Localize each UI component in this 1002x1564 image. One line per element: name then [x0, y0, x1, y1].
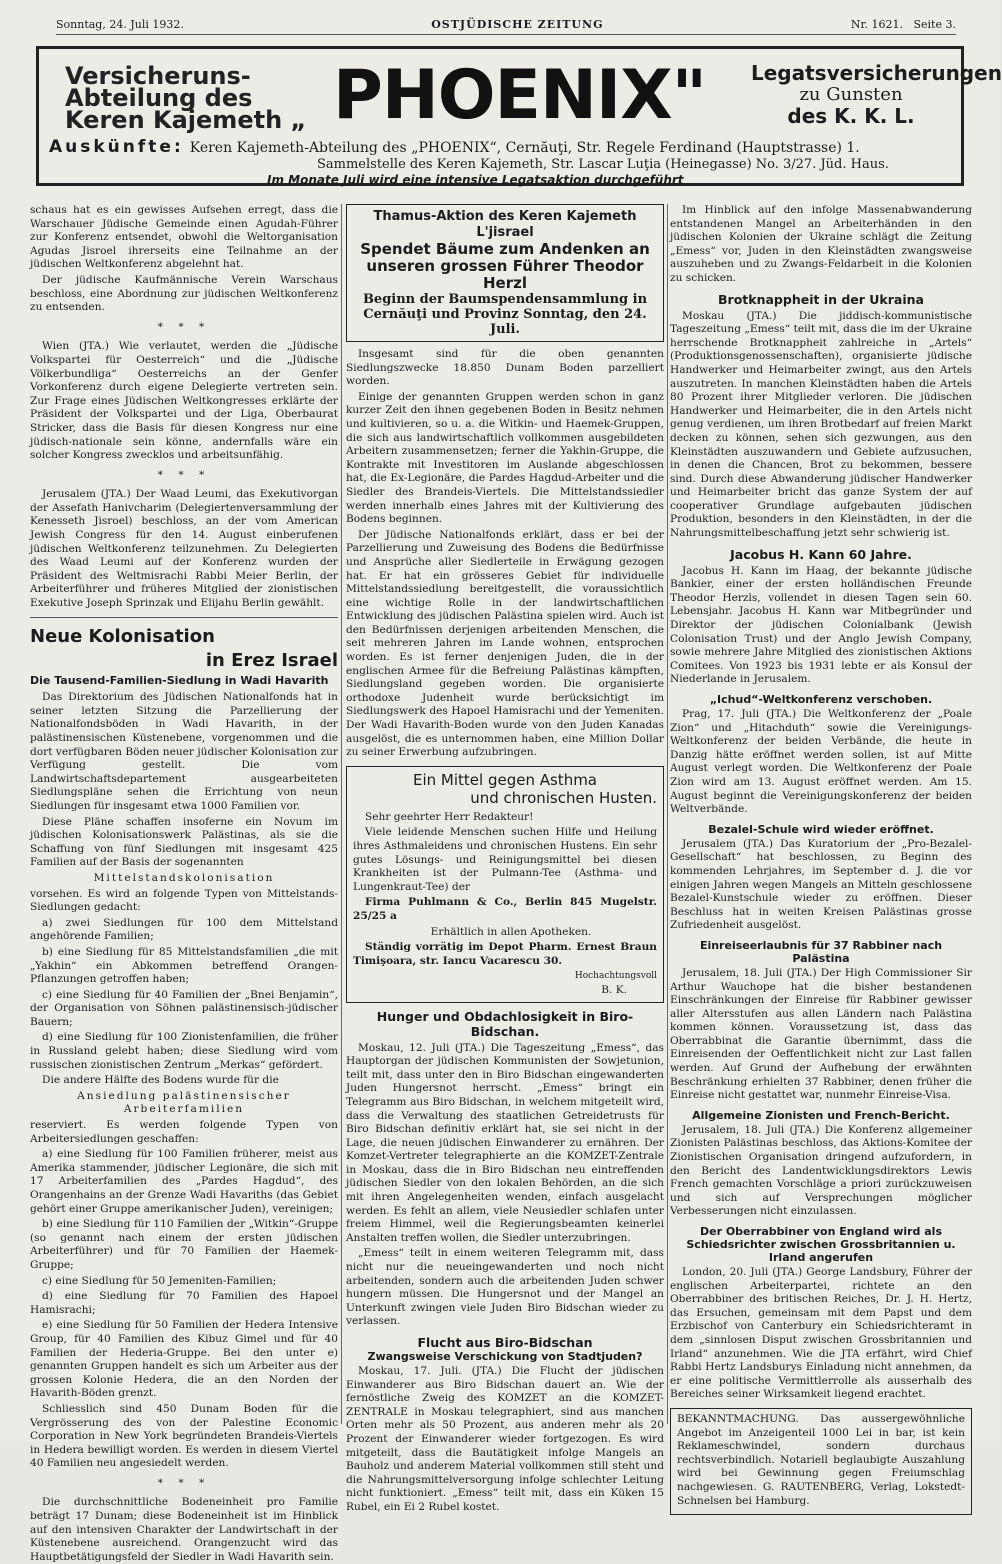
- ad-address-1: Keren Kajemeth-Abteilung des „PHOENIX“, Cernăuţi, Str. Regele Ferdinand (Hauptstrasse) 1.: [189, 140, 860, 156]
- headline-einreiseerlaubnis: Einreiseerlaubnis für 37 Rabbiner nach Palästina: [699, 938, 943, 965]
- paragraph: Jerusalem (JTA.) Der Waad Leumi, das Exekutivorgan der Assefath Hanivcharim (Delegiertenversammlung der Kenesseth Jisroel) beschloss, an der vom American Jewish Congress für den 14. August einberufenen jüdischen Weltkonferenz teilzunehmen. Zu Delegierten des Waad Leumi auf der Konferenz wurden der Präsident des Weltmisrachi Rabbi Meier Berlin, der Arbeiterführer und früheres Mitglied der zionistischen Exekutive Joseph Sprinzak und Elijahu Berlin gewählt.: [30, 488, 338, 610]
- paragraph: c) eine Siedlung für 50 Jemeniten-Familien;: [42, 1274, 277, 1287]
- separator-stars: * * *: [157, 320, 211, 333]
- header-issue-page: [851, 18, 956, 31]
- thamus-action-box: [346, 204, 664, 342]
- ad-info-line: [49, 137, 860, 157]
- paragraph: Ständig vorrätig im Depot Pharm. Ernest Braun Timişoara, str. Iancu Vacarescu 30.: [353, 941, 657, 967]
- ad-left-line: Keren Kajemeth „: [65, 106, 307, 134]
- box-headline: Spendet Bäume zum Andenken an unseren grossen Führer Theodor Herzl: [360, 240, 650, 292]
- paragraph: „Emess“ teilt in einem weiteren Telegramm mit, dass nicht nur die neueingewanderten und noch nicht arbeitenden, sondern auch die arbeitenden Juden schwer hungern müssen. Die Hungersnot und der Mangel an Unterkunft zwingen viele Juden Biro Bidschan wieder zu verlassen.: [346, 1247, 664, 1328]
- headline-ichud-weltkonferenz: „Ichud“-Weltkonferenz verschoben.: [709, 693, 933, 706]
- ad-left-line: Versicheruns-: [65, 62, 251, 90]
- headline-oberrabbiner-england: Der Oberrabbiner von England wird als Schiedsrichter zwischen Grossbritannien u. Irland angerufen: [686, 1225, 956, 1264]
- paragraph: Jerusalem, 18. Juli (JTA.) Die Konferenz allgemeiner Zionisten Palästinas beschloss, das Aktions-Komitee der Zionistischen Organisation dringend aufzufordern, in den Bericht des Landentwicklungsdirektors Lewis French gemachten Vorschläge a priori zurückzuweisen und sich auf Versprechungen möglicher Verbesserungen nicht einzulassen.: [670, 1123, 972, 1218]
- headline-brotknappheit: Brotknappheit in der Ukraina: [718, 291, 924, 307]
- subheadline: Die Tausend-Familien-Siedlung in Wadi Havarith: [30, 673, 329, 687]
- column-rule: [667, 204, 668, 1424]
- headline-allgemeine-zionisten: Allgemeine Zionisten und French-Bericht.: [692, 1108, 950, 1122]
- ad-right-text: [751, 61, 1002, 128]
- paragraph: e) eine Siedlung für 50 Familien der Hedera Intensive Group, für 40 Familien des Kibuz Gimel und für 40 Familien der Hederia-Gruppe. Bei den unter e) genannten Gruppen handelt es sich um Arbeiter aus der grossen Kolonie Hedera, die an den Norden der Havarith-Böden grenzt.: [30, 1319, 338, 1400]
- paragraph: Jerusalem, 18. Juli (JTA.) Der High Commissioner Sir Arthur Wauchope hat die bisher bestandenen Einschränkungen der Einreise für Rabbiner gewisser aller Altersstufen aus allen Ländern nach Palästina kommen können. Voraussetzung ist, dass das Oberrabbinat die Garantie übernimmt, dass die Einreisenden der Oeffentlichkeit nicht zur Last fallen werden. Auf Grund der Aufhebung der erwähnten Beschränkung erhielten 37 Rabbiner, denen früher die Einreise nicht gestattet war, nunmehr Einreise-Visa.: [670, 966, 972, 1102]
- paragraph: Schliesslich sind 450 Dunam Boden für die Vergrösserung des von der Palestine Economic Corporation in New York begründeten Brandeis-Viertels in Hedera bewilligt worden. Es werden in diesem Viertel 40 Familien neu angesiedelt werden.: [30, 1402, 338, 1470]
- paragraph: Erhältlich in allen Apotheken.: [430, 925, 592, 938]
- paragraph: Insgesamt sind für die oben genannten Siedlungszwecke 18.850 Dunam Boden parzelliert worden.: [346, 348, 664, 388]
- paragraph: a) zwei Siedlungen für 100 dem Mittelstand angehörende Familien;: [30, 916, 338, 943]
- paragraph: Moskau, 12. Juli (JTA.) Die Tageszeitung „Emess“, das Hauptorgan der jüdischen Kommunisten der Sowjetunion, teilt mit, dass unter den in Biro Bidschan eingewanderten Juden Hungersnot herrscht. „Emess“ bringt ein Telegramm aus Biro Bidschan, in welchem mitgeteilt wird, dass die Verwaltung des staatlichen Getreidetrusts für Biro Bidschan definitiv erklärt hat, sie sei nicht in der Lage, die neuen jüdischen Einwanderer zu ernähren. Der Komzet-Vertreter telegraphierte an die KOMZET-Zentrale in Moskau, dass die in Biro Bidschan neu eintreffenden jüdischen Siedler von den lokalen Behörden, an die sich mit ihren Angelegenheiten wenden, einfach ausgelacht werden. Es fehlt an allem, viele Neusiedler schlafen unter freiem Himmel, weil die Regierungsbeamten keinerlei Anstalten treffen wollen, die Siedler unterzubringen.: [346, 1041, 664, 1244]
- paragraph: Moskau, 17. Juli. (JTA.) Die Flucht der jüdischen Einwanderer aus Biro Bidschan dauert an. Wie der fernöstliche Zweig des KOMZET an die KOMZET-ZENTRALE in Moskau telegraphiert, sind aus manchen Orten mehr als 50 Prozent, aus anderen mehr als 20 Prozent der Einwanderer wieder fortgezogen. Es wird mitgeteilt, dass die Bautätigkeit infolge Mangels an Bauholz und anderem Material vollkommen still steht und die Nahrungsmittelversorgung infolge schlechter Leitung nicht funktioniert. „Emess“ teilt mit, dass ein Küken 15 Rubel, ein Ei 2 Rubel kostet.: [346, 1365, 664, 1513]
- headline-jacobus-kann: Jacobus H. Kann 60 Jahre.: [730, 546, 912, 562]
- header-page-number: Seite 3.: [913, 17, 956, 31]
- ad-address-2: Sammelstelle des Keren Kajemeth, Str. Lascar Luţia (Heinegasse) No. 3/27. Jüd. Haus.: [317, 157, 889, 172]
- paragraph: b) eine Siedlung für 110 Familien der „Witkin“-Gruppe (so genannt nach einem der ersten jüdischen Arbeiterführer) und für 70 Familien der Haemek-Gruppe;: [30, 1218, 338, 1271]
- ad-right-line: Legatsversicherungen: [751, 61, 1002, 85]
- paragraph: Der jüdische Kaufmännische Verein Warschaus beschloss, eine Abordnung zur jüdischen Weltkonferenz zu entsenden.: [30, 273, 338, 314]
- paragraph: Viele leidende Menschen suchen Hilfe und Heilung ihres Asthmaleidens und chronischen Hustens. Ein sehr gutes Lösungs- und Reinigungsmittel bei diesen Krankheiten ist der Pulmann-Tee (Asthma- und Lungenkraut-Tee) der: [353, 826, 657, 893]
- paragraph: Das Direktorium des Jüdischen Nationalfonds hat in seiner letzten Sitzung die Parzellierung der Nationalfondsböden in Wadi Havarith, in der palästinensischen Küstenebene, vorgenommen und die dort verfügbaren Böden neuer jüdischer Kolonisation zur Verfügung gestellt. Die vom Landwirtschaftsdepartement ausgearbeiteten Siedlungspläne sehen die Errichtung von neun Siedlungen für insgesamt etwa 1000 Familien vor.: [30, 691, 338, 812]
- asthma-headline: Ein Mittel gegen Asthma: [413, 770, 597, 789]
- separator-stars: * * *: [157, 1476, 211, 1489]
- paragraph: London, 20. Juli (JTA.) George Landsbury, Führer der englischen Arbeiterpartei, richtete an den Oberrabbiner des britischen Reiches, Dr. J. H. Hertz, das Ersuchen, gemeinsam mit dem Papst und dem Erzbischof von Canterbury ein Schiedsrichteramt in dem „sinnlosen Disput zwischen Grossbritannien und Irland“ anzunehmen. Wie die JTA erfährt, wird Chief Rabbi Hertz Landsburys Einladung nicht annehmen, da er eine politische Vermittlerrolle als ausserhalb des Bereiches seiner Wirksamkeit liegend erachtet.: [670, 1266, 972, 1401]
- paragraph: b) eine Siedlung für 85 Mittelstandsfamilien „die mit „Yakhin“ ein Abkommen betreffend Orangen-Pflanzungen getroffen haben;: [30, 945, 338, 986]
- section-label: Mittelstandskolonisation: [93, 871, 275, 884]
- ad-auskunft-label: Auskünfte:: [49, 137, 184, 157]
- headline-erez-israel: in Erez Israel: [205, 649, 338, 671]
- page-header: [56, 14, 956, 35]
- asthma-subheadline: und chronischen Husten.: [470, 788, 657, 807]
- paragraph: schaus hat es ein gewisses Aufsehen erregt, dass die Warschauer Jüdische Gemeinde einen Agudah-Führer zur Konferenz entsendet, obwohl die Weltorganisation Agudas Jisroel ihrerseits eine Teilnahme an der jüdischen Weltkonferenz abgelehnt hat.: [30, 204, 338, 271]
- paragraph: Prag, 17. Juli (JTA.) Die Weltkonferenz der „Poale Zion“ und „Hitachduth“ sowie die Vereinigungs-Weltkonferenz der beiden Verbände, die heute in Danzig hätte eröffnet werden sollen, ist auf Mitte August verlegt worden. Die Weltkonferenz der Poale Zion wird am 13. August eröffnet werden. Am 15. August beginnt die Vereinigungskonferenz der beiden Weltverbände.: [670, 708, 972, 816]
- column-2: [346, 204, 664, 1513]
- ad-brand-phoenix: PHOENIX": [333, 56, 707, 135]
- headline-neue-kolonisation: Neue Kolonisation: [30, 625, 215, 647]
- section-label: Ansiedlung palästinensischer Arbeiterfamilien: [77, 1089, 291, 1116]
- paragraph: Diese Pläne schaffen insoferne ein Novum im jüdischen Kolonisationswerk Palästinas, als sie die Schaffung von fünf Siedlungen mit insgesamt 425 Familien auf der Basis der sogenannten: [30, 815, 338, 869]
- paragraph: Die andere Hälfte des Bodens wurde für die: [42, 1074, 279, 1087]
- paragraph: a) eine Siedlung für 100 Familien früherer, meist aus Amerika stammender, jüdischer Legionäre, die sich mit 17 Arbeiterfamilien des „Pardes Hagdud“, des Orangenhains an der Grenze Wadi Havariths (das Gebiet gehört einer Gruppe amerikanischer Juden), vereinigen;: [30, 1148, 338, 1215]
- paragraph: c) eine Siedlung für 40 Familien der „Bnei Benjamin“, der Organisation von Söhnen palästinensisch-jüdischer Bauern;: [30, 988, 338, 1028]
- headline-bezalel-schule: Bezalel-Schule wird wieder eröffnet.: [708, 822, 934, 836]
- ad-left-text: [65, 62, 307, 134]
- header-issue: Nr. 1621.: [850, 17, 903, 31]
- paragraph: Einige der genannten Gruppen werden schon in ganz kurzer Zeit den ihnen gegebenen Boden in Besitz nehmen und kultivieren, so u. a. die Witkin- und Haemek-Gruppen, die sich aus landwirtschaftlich vollkommen ausgebildeten Arbeitern zusammensetzen; ferner die Yakhin-Gruppe, die Kontrakte mit Investitoren im Auslande abgeschlossen hat, die Ex-Legionäre, die Pardes Hagdud-Arbeiter und die Siedler des Brandeis-Viertels. Die Mittelstandssiedler werden innerhalb eines Jahres mit der Kultivierung des Bodens beginnen.: [346, 390, 664, 526]
- paragraph: reserviert. Es werden folgende Typen von Arbeitersiedlungen geschaffen:: [30, 1119, 338, 1145]
- subheadline: Zwangsweise Verschickung von Stadtjuden?: [367, 1350, 643, 1363]
- paragraph: Der Jüdische Nationalfonds erklärt, dass er bei der Parzellierung und Zuweisung des Bodens die Bedürfnisse und Ansprüche aller Siedlerteile in Erwägung gezogen hat. Er hat ein grösseres Gebiet für individuelle Mittelstandssiedlung bereitgestellt, die voraussichtlich eine wichtige Rolle in der landwirtschaftlichen Entwicklung des jüdischen Palästina spielen wird. Auch ist den Bedürfnissen derjenigen arbeitenden Menschen, die seit mehreren Jahren im Lande wohnen, entsprochen worden. Es ist ferner denjenigen Juden, die in der englischen Armee für die Befreiung Palästinas kämpften, Siedlungsland gegeben worden. Die organisierte orthodoxe Judenheit wurde berücksichtigt im Siedlungswerk des Hapoel Hamisrachi und der Yemeniten. Der Wadi Havarith-Boden wurde von den Juden Kanadas ausgelöst, die es unternommen haben, eine Million Dollar zu seiner Erwerbung aufzubringen.: [346, 528, 664, 759]
- paragraph: d) eine Siedlung für 100 Zionistenfamilien, die früher in Russland gelebt haben; diese Siedlung wird vom russischen zionistischen Zentrum „Merkas“ gefördert.: [30, 1031, 338, 1071]
- ad-right-line: des K. K. L.: [787, 104, 915, 128]
- paragraph: Im Hinblick auf den infolge Massenabwanderung entstandenen Mangel an Arbeiterhänden in den jüdischen Kolonien der Ukraine schlägt die Zeitung „Emess“ vor, Juden in den Kleinstädten zwangsweise auszuheben und zu Zwangs-Feldarbeit in die Kolonien zu schicken.: [670, 204, 972, 284]
- bekanntmachung-box: [670, 1408, 972, 1515]
- paragraph: Wien (JTA.) Wie verlautet, werden die „Jüdische Volkspartei für Oesterreich“ und die „Jüdische Völkerbundliga“ Oesterreichs an der Genfer Vorkonferenz durch eigene Delegierte vertreten sein. Zur Frage eines Jüdischen Weltkongresses erklärte der Präsident der Volkspartei und der Liga, Oberbaurat Stricker, dass die Basis für diesen Kongress nur eine jüdisch-nationale sein könne, andernfalls wäre ein solcher Kongress zwecklos und arbeitsunfähig.: [30, 340, 338, 462]
- paragraph: Jerusalem (JTA.) Das Kuratorium der „Pro-Bezalel-Gesellschaft“ hat beschlossen, zu Beginn des kommenden Lehrjahres, im September d. J. die vor einigen Jahren wegen Mangels an Mitteln geschlossene Bezalel-Kunstschule wieder zu eröffnen. Dieser Beschluss hat in weiten Kreisen Palästinas grosse Zufriedenheit ausgelöst.: [670, 837, 972, 932]
- signature-line: Hochachtungsvoll: [574, 971, 657, 982]
- paragraph: Die durchschnittliche Bodeneinheit pro Familie beträgt 17 Dunam; diese Bodeneinheit ist im Hinblick auf den intensiven Charakter der Landwirtschaft in der Küstenebene ausreichend. Orangenzucht wird das Hauptbetätigungsfeld der Siedler in Wadi Havarith sein.: [30, 1496, 338, 1563]
- box-title: Thamus-Aktion des Keren Kajemeth L'jisrael: [373, 209, 637, 240]
- column-1: [30, 204, 338, 1563]
- column-3: [670, 204, 972, 1507]
- paragraph: Moskau (JTA.) Die jiddisch-kommunistische Tageszeitung „Emess“ teilt mit, dass die im der Ukraine herrschende Brotknappheit zahlreiche in „Artels“ (Produktionsgenossenschaften), organisierte jüdische Handwerker und Heimarbeiter zwingt, aus den Artels auszutreten. In manchen Kleinstädten haben die Artels 80 Prozent ihrer Mitglieder verloren. Die jüdischen Handwerker und Heimarbeiter, die in den Artels nicht genug verdienen, um ihren Brotbedarf auf freien Markt decken zu können, sehen sich gezwungen, aus den Kleinstädten auszuwandern und Gebiete aufzusuchen, in denen die Chancen, Brot zu bekommen, bessere sind. Durch diese Abwanderung jüdischer Handwerker und Heimarbeiter bricht das ganze System der auf cooperativer Grundlage aufgebauten jüdischen Produktion, besonders in den Kleinstädten, in der die Nahrungsmittelbeschaffung jetzt sehr schwierig ist.: [670, 309, 972, 540]
- phoenix-advertisement: [36, 46, 1002, 187]
- asthma-advertisement: [346, 766, 664, 1003]
- paragraph: vorsehen. Es wird an folgende Typen von Mittelstands-Siedlungen gedacht:: [30, 887, 338, 914]
- ad-left-line: Abteilung des: [65, 84, 253, 112]
- paragraph: Firma Puhlmann & Co., Berlin 845 Mugelstr. 25/25 a: [353, 896, 657, 922]
- paragraph: BEKANNTMACHUNG. Das aussergewöhnliche Angebot im Anzeigenteil 1000 Lei in bar, ist kein Reklameschwindel, sondern durchaus rechtsverbindlich. Notariell beglaubigte Auszahlung wird bei Gewinnung gegen Freiumschlag nachgewiesen. G. RAUTENBERG, Verlag, Lokstedt-Schnelsen bei Hamburg.: [677, 1412, 965, 1507]
- paragraph: d) eine Siedlung für 70 Familien des Hapoel Hamisrachi;: [30, 1290, 338, 1316]
- ad-right-line: zu Gunsten: [799, 84, 903, 105]
- separator-stars: * * *: [157, 468, 211, 481]
- ad-legacy-action: Im Monate Juli wird eine intensive Legatsaktion durchgeführt: [267, 173, 684, 187]
- headline-hunger-biro-bidschan: Hunger und Obdachlosigkeit in Biro-Bidschan.: [376, 1008, 634, 1039]
- paragraph: Jacobus H. Kann im Haag, der bekannte jüdische Bankier, einer der ersten holländischen Freunde Theodor Herzls, vollendet in diesen Tagen sein 60. Lebensjahr. Jacobus H. Kann war Mitbegründer und Direktor der jüdischen Colonialbank (Jewish Colonisation Trust) und der Anglo Jewish Company, sowie mehrere Jahre Mitglied des zionistischen Aktions Comitees. Von 1923 bis 1931 lebte er als Konsul der Niederlande in Jerusalem.: [670, 564, 972, 686]
- divider: [30, 617, 338, 618]
- paragraph: Sehr geehrter Herr Redakteur!: [365, 810, 534, 823]
- header-date: Sonntag, 24. Juli 1932.: [56, 17, 184, 31]
- header-paper-name: OSTJÜDISCHE ZEITUNG: [431, 17, 604, 31]
- headline-flucht-biro-bidschan: Flucht aus Biro-Bidschan: [417, 1335, 593, 1350]
- box-subline: Beginn der Baumspendensammlung in Cernăuţi und Provinz Sonntag, den 24. Juli.: [362, 292, 648, 337]
- column-rule: [341, 204, 342, 1424]
- signature-name: B. K.: [601, 983, 627, 996]
